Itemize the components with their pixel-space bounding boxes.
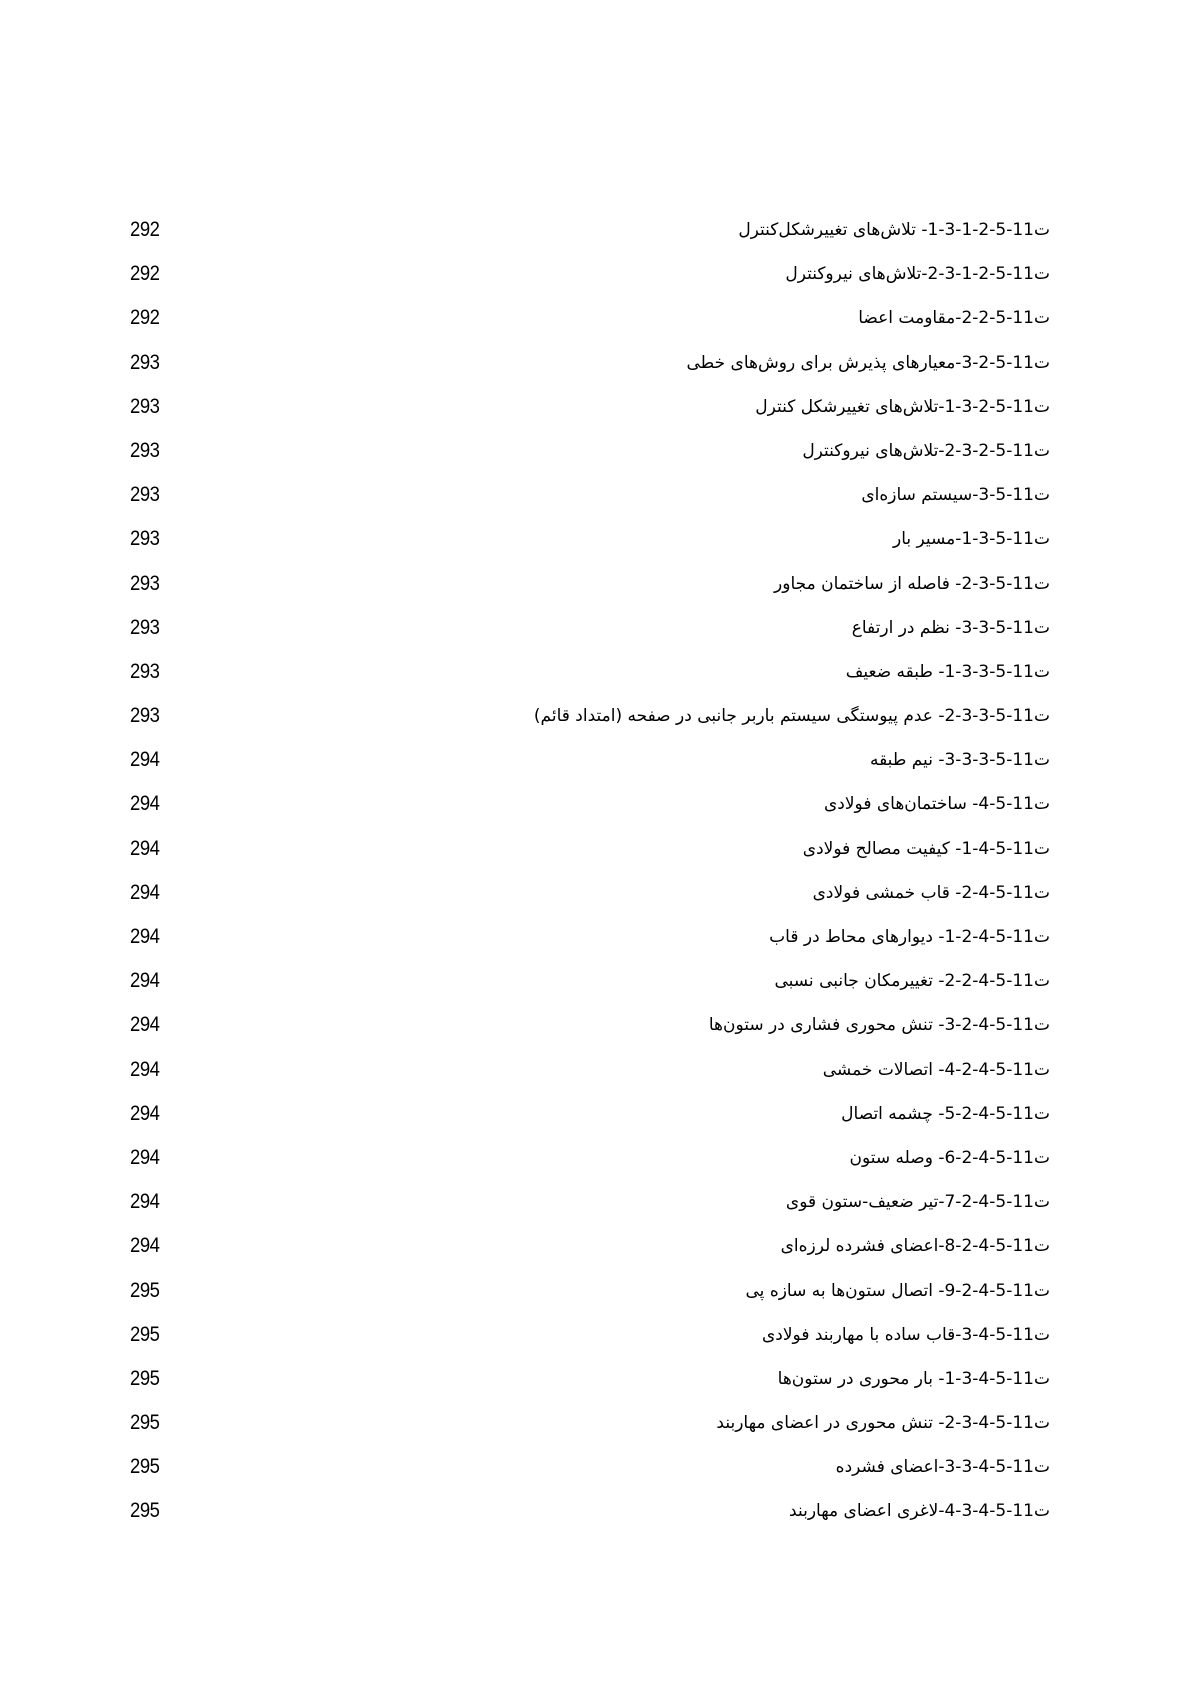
toc-entry-page: 293: [130, 394, 160, 418]
toc-entry-title: ت11-5-4-2-9- اتصال ستون‌ها به سازه پی: [745, 1280, 1050, 1301]
toc-entry-title: ت11-5-2-1-3-1- تلاش‌های تغییرشکل‌کنترل: [738, 220, 1050, 240]
toc-entry[interactable]: [130, 959, 1050, 1003]
toc-entry-page: 294: [130, 880, 160, 904]
toc-entry[interactable]: [130, 1136, 1050, 1180]
toc-entry-title: ت11-5-3-3-1- طبقه ضعیف: [845, 661, 1050, 682]
toc-entry-title: ت11-5-4- ساختمان‌های فولادی: [823, 794, 1050, 815]
toc-entry-page: 293: [130, 527, 160, 551]
toc-entry[interactable]: [130, 562, 1050, 606]
toc-entry-page: 294: [130, 925, 160, 948]
toc-entry-page: 293: [130, 615, 160, 639]
toc-entry-page: 292: [130, 218, 160, 241]
toc-entry-title: ت11-5-3-سیستم سازه‌ای: [861, 485, 1050, 506]
toc-entry[interactable]: [130, 738, 1050, 782]
toc-entry[interactable]: [130, 1313, 1050, 1357]
toc-entry[interactable]: [130, 1401, 1050, 1445]
toc-entry-page: 295: [130, 1322, 160, 1346]
toc-entry[interactable]: [130, 429, 1050, 473]
toc-entry-title: ت11-5-4-3-1- بار محوری در ستون‌ها: [777, 1368, 1050, 1389]
toc-entry-title: ت11-5-4-3-قاب ساده با مهاربند فولادی: [761, 1324, 1050, 1345]
toc-entry[interactable]: [130, 341, 1050, 385]
toc-entry-title: ت11-5-2-1-3-2-تلاش‌های نیروکنترل: [785, 264, 1050, 285]
toc-entry-page: 293: [130, 659, 160, 683]
toc-entry-page: 294: [130, 836, 160, 860]
toc-entry-title: ت11-5-3-3-2- عدم پیوستگی سیستم باربر جانبی در صفحه (امتداد قائم): [533, 706, 1050, 727]
toc-entry-page: 294: [130, 792, 160, 816]
toc-entry[interactable]: [130, 385, 1050, 429]
toc-entry[interactable]: [130, 296, 1050, 340]
toc-entry[interactable]: [130, 517, 1050, 561]
toc-entry-page: 295: [130, 1499, 160, 1523]
toc-entry-page: 295: [130, 1278, 160, 1302]
toc-entry-title: ت11-5-2-3-معیارهای پذیرش برای روش‌های خطی: [686, 352, 1050, 373]
toc-entry-title: ت11-5-4-2-6- وصله ستون: [849, 1147, 1050, 1168]
toc-entry[interactable]: [130, 252, 1050, 296]
toc-entry-page: 294: [130, 1057, 160, 1081]
toc-entry-page: 294: [130, 969, 160, 993]
toc-entry[interactable]: [130, 1489, 1050, 1533]
toc-entry-page: 294: [130, 1101, 160, 1125]
toc-entry[interactable]: [130, 1092, 1050, 1136]
toc-entry[interactable]: [130, 1180, 1050, 1224]
toc-entry-title: ت11-5-4-1- کیفیت مصالح فولادی: [802, 838, 1050, 859]
toc-entry-page: 295: [130, 1366, 160, 1390]
toc-entry[interactable]: [130, 1048, 1050, 1092]
table-of-contents: [130, 208, 1050, 1534]
toc-entry-title: ت11-5-2-3-1-تلاش‌های تغییرشکل کنترل: [755, 396, 1050, 417]
toc-entry-page: 294: [130, 1145, 160, 1169]
toc-entry[interactable]: [130, 208, 1050, 252]
toc-entry[interactable]: [130, 827, 1050, 871]
toc-entry-page: 293: [130, 350, 160, 374]
toc-entry[interactable]: [130, 782, 1050, 826]
toc-entry-page: 292: [130, 262, 160, 286]
toc-entry-page: 295: [130, 1411, 160, 1435]
toc-entry-page: 293: [130, 483, 160, 507]
toc-entry-title: ت11-5-4-2-2- تغییرمکان جانبی نسبی: [774, 971, 1050, 992]
toc-entry-page: 294: [130, 1234, 160, 1258]
toc-entry[interactable]: [130, 650, 1050, 694]
toc-entry-title: ت11-5-4-2-8-اعضای فشرده لرزه‌ای: [780, 1236, 1050, 1257]
toc-entry-title: ت11-5-4-2- قاب خمشی فولادی: [812, 882, 1050, 903]
toc-entry[interactable]: [130, 1357, 1050, 1401]
toc-entry-title: ت11-5-4-2-3- تنش محوری فشاری در ستون‌ها: [708, 1015, 1050, 1036]
toc-entry-page: 293: [130, 571, 160, 595]
toc-entry-page: 293: [130, 438, 160, 462]
toc-entry-title: ت11-5-4-2-4- اتصالات خمشی: [822, 1059, 1050, 1080]
toc-entry-title: ت11-5-4-3-2- تنش محوری در اعضای مهاربند: [716, 1413, 1050, 1434]
toc-entry[interactable]: [130, 871, 1050, 915]
toc-entry[interactable]: [130, 1269, 1050, 1313]
toc-entry-title: ت11-5-4-3-4-لاغری اعضای مهاربند: [789, 1501, 1050, 1522]
toc-entry-title: ت11-5-2-2-مقاومت اعضا: [858, 308, 1050, 329]
toc-entry-page: 294: [130, 1013, 160, 1037]
toc-entry-page: 295: [130, 1455, 160, 1479]
toc-entry[interactable]: [130, 1003, 1050, 1047]
toc-entry-page: 294: [130, 1190, 160, 1214]
toc-entry[interactable]: [130, 1445, 1050, 1489]
toc-entry-title: ت11-5-3-2- فاصله از ساختمان مجاور: [774, 573, 1050, 594]
toc-entry-title: ت11-5-4-2-5- چشمه اتصال: [841, 1103, 1050, 1124]
toc-entry-title: ت11-5-4-2-7-تیر ضعیف-ستون قوی: [785, 1192, 1050, 1213]
toc-entry-page: 294: [130, 748, 160, 772]
toc-entry[interactable]: [130, 473, 1050, 517]
toc-entry[interactable]: [130, 915, 1050, 959]
toc-entry-page: 292: [130, 306, 160, 330]
toc-entry[interactable]: [130, 1224, 1050, 1268]
toc-entry-title: ت11-5-2-3-2-تلاش‌های نیروکنترل: [802, 440, 1050, 461]
toc-entry-page: 293: [130, 704, 160, 728]
toc-entry-title: ت11-5-4-2-1- دیوارهای محاط در قاب: [769, 927, 1050, 947]
toc-entry-title: ت11-5-3-1-مسیر بار: [892, 529, 1050, 550]
toc-entry-title: ت11-5-3-3-3- نیم طبقه: [869, 750, 1050, 771]
toc-entry[interactable]: [130, 694, 1050, 738]
toc-entry-title: ت11-5-4-3-3-اعضای فشرده: [835, 1457, 1050, 1478]
toc-entry-title: ت11-5-3-3- نظم در ارتفاع: [851, 617, 1050, 638]
toc-entry[interactable]: [130, 606, 1050, 650]
